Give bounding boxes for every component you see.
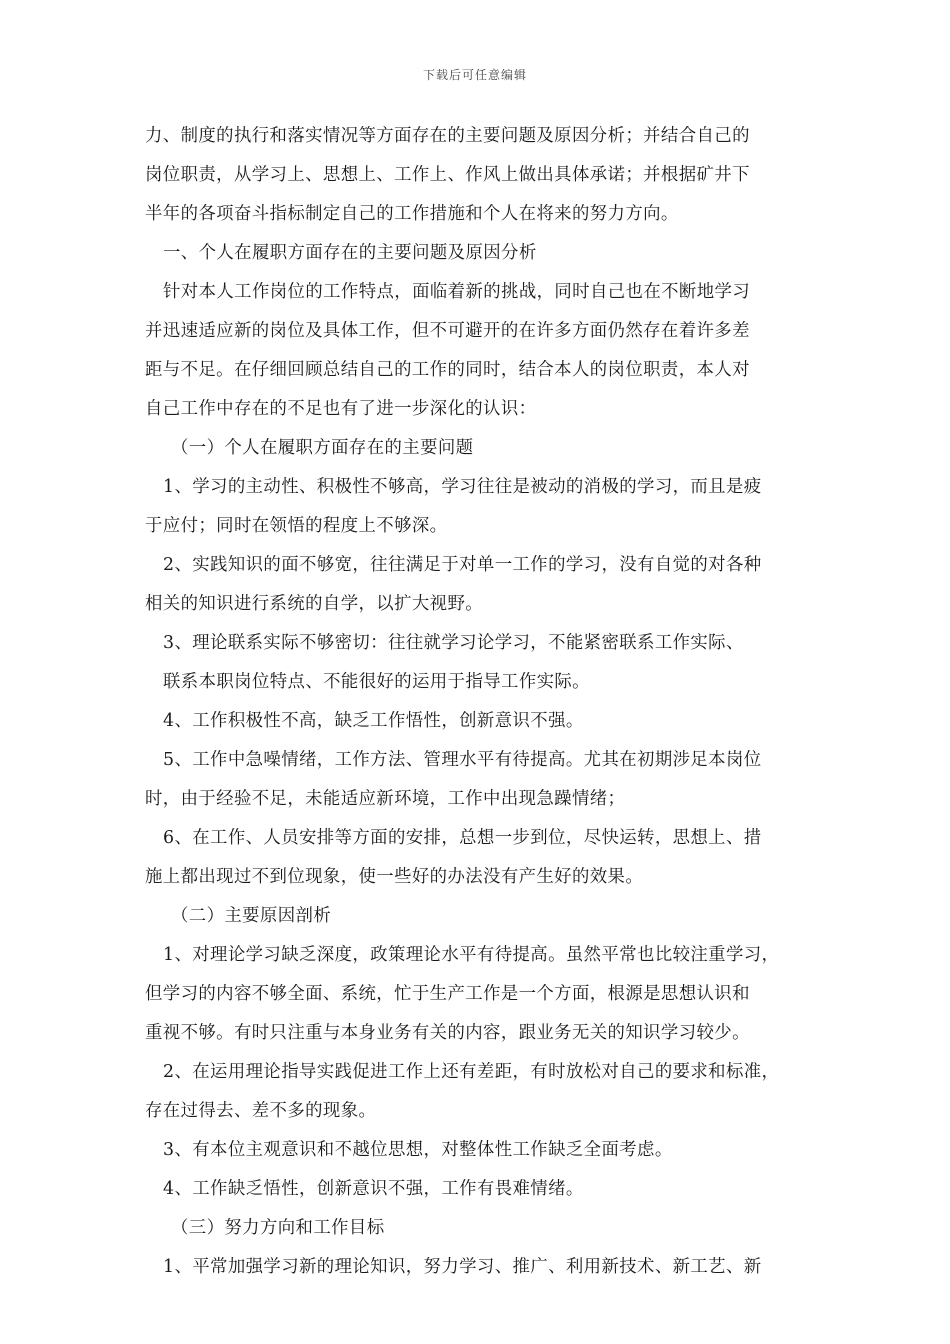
text-line: 1、对理论学习缺乏深度，政策理论水平有待提高。虽然平常也比较注重学习， [163,945,780,965]
text-line: 1、学习的主动性、积极性不够高，学习往往是被动的消极的学习，而且是疲 [163,477,762,497]
text-line: 相关的知识进行系统的自学，以扩大视野。 [145,594,484,614]
text-line: 于应付；同时在领悟的程度上不够深。 [145,516,448,536]
text-line: 重视不够。有时只注重与本身业务有关的内容，跟业务无关的知识学习较少。 [145,1023,750,1043]
text-line: 2、实践知识的面不够宽，往往满足于对单一工作的学习，没有自觉的对各种 [163,555,762,575]
text-line: 联系本职岗位特点、不能很好的运用于指导工作实际。 [163,672,590,692]
text-line: 一、个人在履职方面存在的主要问题及原因分析 [163,243,537,263]
text-line: 3、有本位主观意识和不越位思想，对整体性工作缺乏全面考虑。 [163,1140,673,1160]
text-line: 4、工作积极性不高，缺乏工作悟性，创新意识不强。 [163,711,584,731]
text-line: 岗位职责，从学习上、思想上、工作上、作风上做出具体承诺；并根据矿井下 [145,165,750,185]
text-line: 1、平常加强学习新的理论知识，努力学习、推广、利用新技术、新工艺、新 [163,1257,762,1277]
text-line: （二）主要原因剖析 [171,906,332,926]
text-line: 6、在工作、人员安排等方面的安排，总想一步到位，尽快运转，思想上、措 [163,828,762,848]
text-line: 3、理论联系实际不够密切：往往就学习论学习，不能紧密联系工作实际、 [163,633,744,653]
text-line: 自己工作中存在的不足也有了进一步深化的认识： [145,399,537,419]
text-line: 针对本人工作岗位的工作特点，面临着新的挑战，同时自己也在不断地学习 [163,282,751,302]
text-line: （三）努力方向和工作目标 [171,1218,385,1238]
text-line: 距与不足。在仔细回顾总结自己的工作的同时，结合本人的岗位职责，本人对 [145,360,750,380]
text-line: 2、在运用理论指导实践促进工作上还有差距，有时放松对自己的要求和标准， [163,1062,780,1082]
document-body [145,117,810,1287]
text-line: 时，由于经验不足，未能适应新环境，工作中出现急躁情绪； [145,789,626,809]
text-line: 但学习的内容不够全面、系统，忙于生产工作是一个方面，根源是思想认识和 [145,984,750,1004]
text-line: 力、制度的执行和落实情况等方面存在的主要问题及原因分析；并结合自己的 [145,126,750,146]
page-header: 下载后可任意编辑 [422,68,527,82]
text-line: 施上都出现过不到位现象，使一些好的办法没有产生好的效果。 [145,867,644,887]
text-line: 存在过得去、差不多的现象。 [145,1101,377,1121]
text-line: （一）个人在履职方面存在的主要问题 [171,438,474,458]
text-line: 4、工作缺乏悟性，创新意识不强，工作有畏难情绪。 [163,1179,584,1199]
text-line: 并迅速适应新的岗位及具体工作，但不可避开的在许多方面仍然存在着许多差 [145,321,750,341]
text-line: 5、工作中急噪情绪，工作方法、管理水平有待提高。尤其在初期涉足本岗位 [163,750,762,770]
text-line: 半年的各项奋斗指标制定自己的工作措施和个人在将来的努力方向。 [145,204,679,224]
